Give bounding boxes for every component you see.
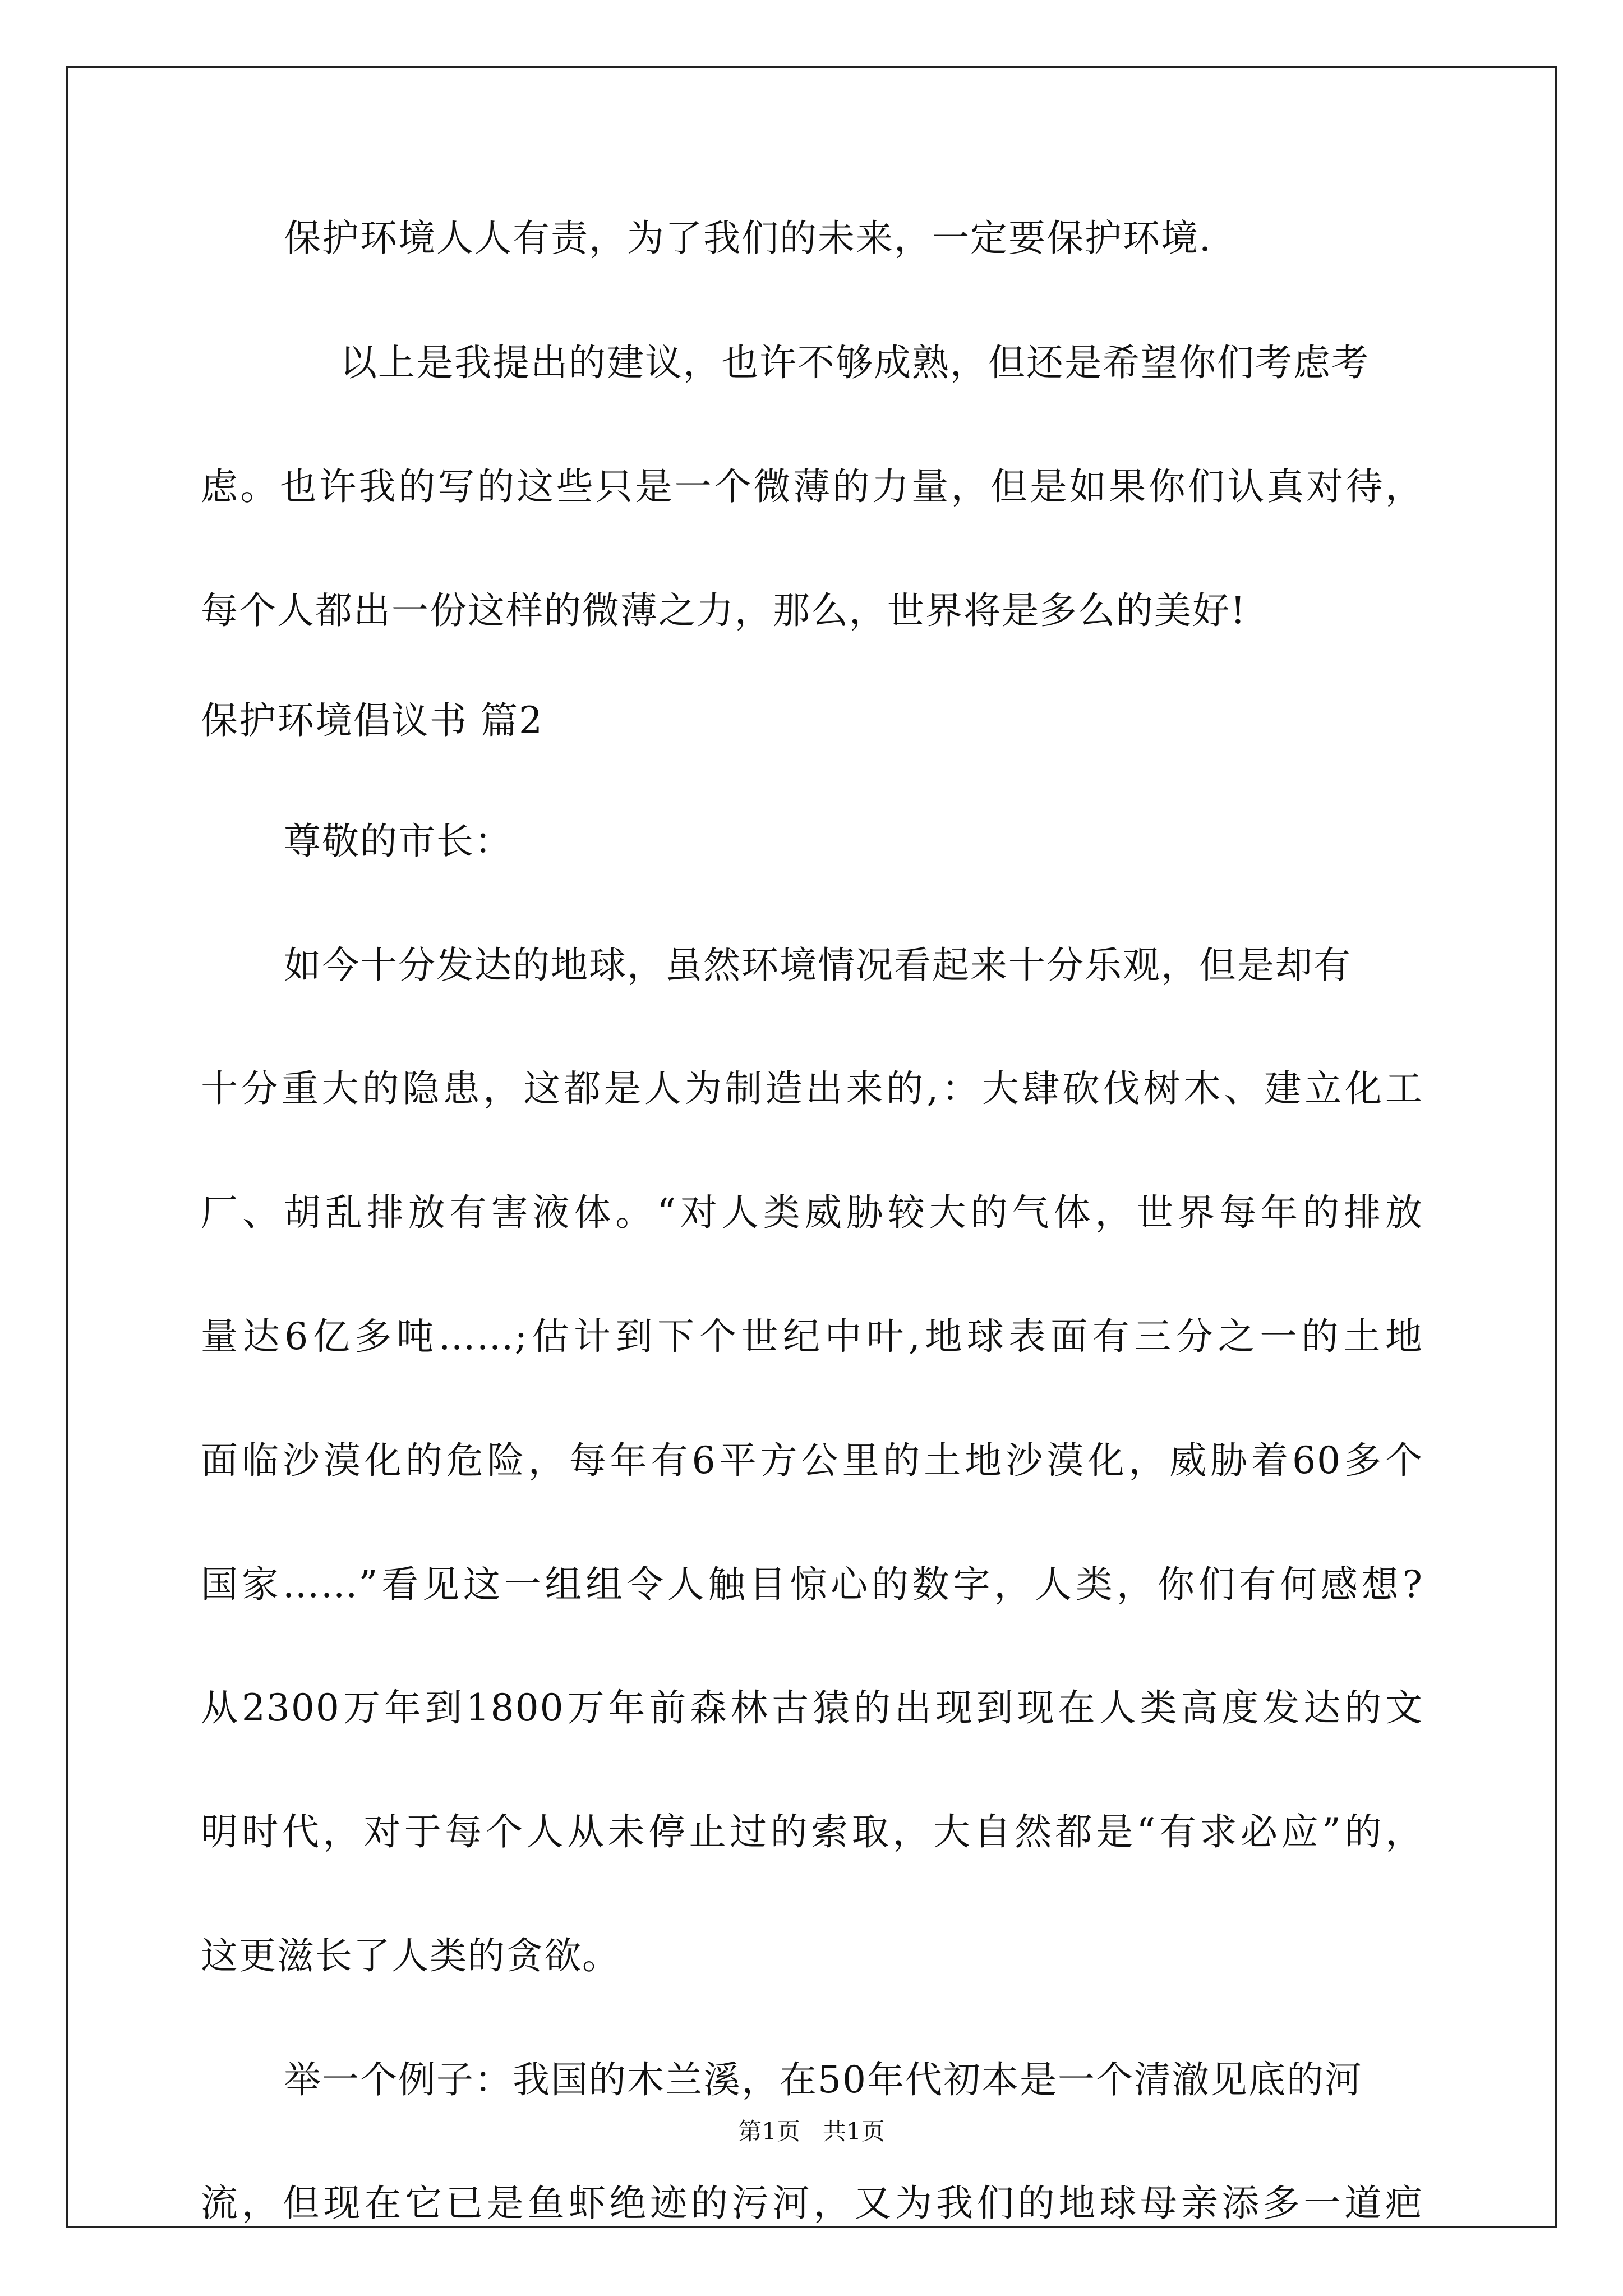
- section-heading: 保护环境倡议书 篇2: [201, 699, 543, 742]
- paragraph-line-14: 举一个例子：我国的木兰溪，在50年代初本是一个清澈见底的河: [284, 2058, 1363, 2101]
- paragraph-line-2: 以上是我提出的建议，也许不够成熟，但还是希望你们考虑考: [340, 341, 1370, 384]
- paragraph-line-15: 流，但现在它已是鱼虾绝迹的污河，又为我们的地球母亲添多一道疤: [201, 2182, 1423, 2225]
- paragraph-line-11: 从2300万年到1800万年前森林古猿的出现到现在人类高度发达的文: [201, 1686, 1423, 1729]
- page-number: 第1页: [738, 2118, 800, 2145]
- paragraph-line-5: 如今十分发达的地球，虽然环境情况看起来十分乐观，但是却有: [284, 944, 1352, 987]
- page-total: 共1页: [823, 2118, 885, 2145]
- paragraph-line-9: 面临沙漠化的危险，每年有6平方公里的土地沙漠化，威胁着60多个: [201, 1439, 1423, 1482]
- paragraph-line-1: 保护环境人人有责，为了我们的未来，一定要保护环境.: [284, 217, 1212, 260]
- paragraph-line-3: 虑。也许我的写的这些只是一个微薄的力量，但是如果你们认真对待，: [201, 465, 1423, 508]
- paragraph-line-8: 量达6亿多吨……;估计到下个世纪中叶,地球表面有三分之一的土地: [201, 1315, 1423, 1358]
- paragraph-line-13: 这更滋长了人类的贪欲。: [201, 1934, 620, 1977]
- page-footer: [0, 2116, 1623, 2147]
- page-border: [66, 66, 1557, 2228]
- paragraph-line-4: 每个人都出一份这样的微薄之力，那么，世界将是多么的美好!: [201, 589, 1247, 632]
- salutation: 尊敬的市长：: [284, 820, 513, 863]
- paragraph-line-10: 国家……”看见这一组组令人触目惊心的数字，人类，你们有何感想?: [201, 1563, 1423, 1606]
- paragraph-line-7: 厂、胡乱排放有害液体。“对人类威胁较大的气体，世界每年的排放: [201, 1191, 1423, 1234]
- paragraph-line-12: 明时代，对于每个人从未停止过的索取，大自然都是“有求必应”的，: [201, 1810, 1423, 1853]
- paragraph-line-6: 十分重大的隐患，这都是人为制造出来的,：大肆砍伐树木、建立化工: [201, 1067, 1423, 1110]
